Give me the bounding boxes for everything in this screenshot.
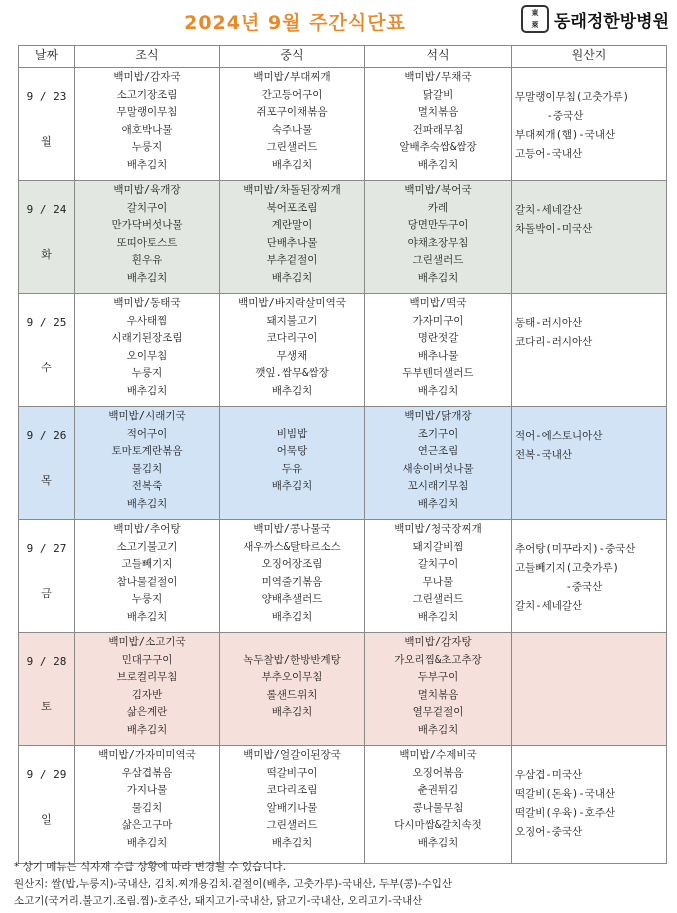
dinner-item: 가오리찜&초고추장: [394, 653, 482, 666]
lunch-item: 쥐포구이채볶음: [256, 106, 328, 119]
breakfast-item: 참나물겉절이: [116, 575, 178, 588]
dinner-item: 야채초장무침: [407, 236, 469, 249]
breakfast-item: 또띠아토스트: [116, 236, 178, 249]
origin-item: 추어탕(미꾸라지)-중국산: [515, 543, 636, 555]
breakfast-cell: [75, 294, 220, 407]
dinner-item: 다시마쌈&갈치속젓: [394, 819, 482, 832]
dinner-item: 그린샐러드: [412, 593, 464, 606]
breakfast-item: 물김치: [131, 462, 163, 475]
day-date: 9 / 29: [26, 768, 67, 781]
breakfast-item: 배추김치: [126, 723, 168, 736]
dinner-item: 닭갈비: [422, 88, 454, 101]
day-of-week: 수: [41, 361, 52, 374]
breakfast-item: 브로컬리무침: [116, 671, 178, 684]
origin-item: 코다리-러시아산: [515, 336, 593, 348]
origin-item: 떡갈비(우육)-호주산: [515, 807, 616, 819]
dinner-item: 당면만두구이: [407, 219, 469, 232]
lunch-item: 백미밥/바지락살미역국: [238, 297, 346, 309]
hospital-logo-icon: 東 萊: [521, 5, 549, 33]
lunch-item: [220, 408, 364, 426]
lunch-item: 백미밥/부대찌개: [253, 71, 331, 83]
breakfast-cell: [75, 68, 220, 181]
header-lunch: 중식: [220, 46, 365, 68]
breakfast-item: 흰우유: [131, 254, 163, 267]
breakfast-item: 누룽지: [131, 593, 163, 606]
breakfast-item: 김자반: [131, 688, 163, 701]
breakfast-item: 시래기된장조림: [111, 332, 183, 345]
lunch-cell: [220, 294, 365, 407]
breakfast-cell: [75, 407, 220, 520]
day-cell: [19, 520, 75, 633]
day-date: 9 / 23: [26, 90, 67, 103]
lunch-cell: [220, 181, 365, 294]
breakfast-item: 백미밥/동태국: [113, 297, 181, 309]
lunch-cell: [220, 520, 365, 633]
dinner-item: 카레: [427, 201, 449, 214]
dinner-item: 돼지갈비찜: [412, 540, 464, 553]
lunch-item: 녹두찰밥/한방반계탕: [243, 653, 341, 666]
lunch-item: 깻잎.쌈무&쌈장: [255, 367, 329, 380]
breakfast-item: 토마토계란볶음: [111, 445, 183, 458]
lunch-item: 그린샐러드: [266, 819, 318, 832]
dinner-item: 배추김치: [417, 271, 459, 284]
breakfast-item: 백미밥/가자미미역국: [98, 749, 196, 761]
lunch-item: 코다리구이: [266, 332, 318, 345]
lunch-item: 백미밥/차돌된장찌개: [243, 184, 341, 196]
dinner-item: 백미밥/감자탕: [404, 636, 472, 648]
lunch-item: 숙주나물: [271, 123, 313, 136]
table-row: [19, 294, 667, 407]
day-date: 9 / 25: [26, 316, 67, 329]
table-row: [19, 181, 667, 294]
breakfast-item: 만가닥버섯나물: [111, 219, 183, 232]
dinner-item: 백미밥/북어국: [404, 184, 472, 196]
header-origin: 원산지: [512, 46, 667, 68]
lunch-item: 오징어장조림: [261, 558, 323, 571]
day-date: 9 / 24: [26, 203, 67, 216]
dinner-item: 멸치볶음: [417, 106, 459, 119]
breakfast-item: 배추김치: [126, 836, 168, 849]
origin-cell: [512, 294, 667, 407]
dinner-item: 새송이버섯나물: [402, 462, 474, 475]
dinner-item: 조기구이: [417, 427, 459, 440]
dinner-item: 백미밥/무채국: [404, 71, 472, 83]
dinner-cell: [365, 68, 512, 181]
lunch-item: 간고등어구이: [261, 88, 323, 101]
day-of-week: 금: [41, 587, 52, 600]
dinner-item: 건파래무침: [412, 123, 464, 136]
table-row: [19, 520, 667, 633]
dinner-item: 백미밥/수제비국: [399, 749, 477, 761]
lunch-item: 단배추나물: [266, 236, 318, 249]
dinner-item: 오징어볶음: [412, 766, 464, 779]
breakfast-item: 백미밥/소고기국: [108, 636, 186, 648]
day-of-week: 목: [41, 474, 52, 487]
dinner-item: 무나물: [422, 575, 454, 588]
dinner-item: 두부구이: [417, 671, 459, 684]
lunch-item: 배추김치: [271, 384, 313, 397]
header-date: 날짜: [19, 46, 75, 68]
breakfast-item: 민대구구이: [121, 653, 173, 666]
dinner-item: 명란젓갈: [417, 332, 459, 345]
dinner-item: 배추김치: [417, 723, 459, 736]
lunch-item: 배추김치: [271, 158, 313, 171]
breakfast-item: 갈치구이: [126, 201, 168, 214]
dinner-cell: [365, 407, 512, 520]
origin-item: 차돌박이-미국산: [515, 223, 593, 235]
breakfast-item: 애호박나물: [121, 123, 173, 136]
dinner-cell: [365, 520, 512, 633]
day-date: 9 / 28: [26, 655, 67, 668]
breakfast-item: 백미밥/육개장: [113, 184, 181, 196]
day-cell: [19, 633, 75, 746]
day-cell: [19, 294, 75, 407]
dinner-item: 그린샐러드: [412, 254, 464, 267]
dinner-cell: [365, 294, 512, 407]
origin-item: 갈치-세네갈산: [515, 600, 583, 612]
note-line: 원산지: 쌀(밥,누룽지)-국내산, 김치.찌개용김치.겉절이(배추, 고춧가루)-국내산, 두부(콩)-수입산: [14, 878, 453, 890]
lunch-item: 북어포조림: [266, 201, 318, 214]
day-of-week: 월: [41, 135, 52, 148]
lunch-item: 계란말이: [271, 219, 313, 232]
lunch-item: 떡갈비구이: [266, 766, 318, 779]
dinner-item: 배추김치: [417, 384, 459, 397]
day-cell: [19, 68, 75, 181]
dinner-item: 백미밥/청국장찌개: [394, 523, 482, 535]
lunch-cell: [220, 633, 365, 746]
lunch-item: 배추김치: [271, 706, 313, 719]
lunch-item: 비빔밥: [276, 427, 308, 440]
day-cell: [19, 746, 75, 864]
dinner-item: 두부텐더샐러드: [402, 367, 474, 380]
dinner-item: 열무겉절이: [412, 706, 464, 719]
note-line: * 상기 메뉴는 식자재 수급 상황에 따라 변경될 수 있습니다.: [14, 861, 286, 873]
breakfast-item: 소고기불고기: [116, 540, 178, 553]
header-breakfast: 조식: [75, 46, 220, 68]
notes: [14, 859, 674, 910]
origin-item: -중국산: [515, 110, 584, 122]
lunch-item: 부추겉절이: [266, 254, 318, 267]
breakfast-cell: [75, 633, 220, 746]
breakfast-item: 삶은계란: [126, 706, 168, 719]
weekly-menu-table: [18, 45, 667, 864]
note-line: 소고기(국거리.불고기.조림.찜)-호주산, 돼지고기-국내산, 닭고기-국내산, 오리고기-국내산: [14, 895, 423, 907]
origin-cell: [512, 633, 667, 746]
origin-item: 적어-에스토니아산: [515, 430, 603, 442]
lunch-item: 양배추샐러드: [261, 593, 323, 606]
origin-item: 고등어-국내산: [515, 148, 583, 160]
day-date: 9 / 26: [26, 429, 67, 442]
origin-item: 전복-국내산: [515, 449, 573, 461]
lunch-item: 돼지불고기: [266, 314, 318, 327]
dinner-item: 멸치볶음: [417, 688, 459, 701]
breakfast-item: 배추김치: [126, 497, 168, 510]
breakfast-item: 백미밥/시래기국: [108, 410, 186, 422]
breakfast-item: 배추김치: [126, 271, 168, 284]
breakfast-item: 누룽지: [131, 141, 163, 154]
lunch-item: 무생채: [276, 349, 308, 362]
origin-cell: [512, 181, 667, 294]
table-row: [19, 68, 667, 181]
lunch-item: 두유: [281, 462, 303, 475]
day-date: 9 / 27: [26, 542, 67, 555]
dinner-item: 춘권튀김: [417, 784, 459, 797]
breakfast-item: 배추김치: [126, 158, 168, 171]
lunch-item: 배추김치: [271, 480, 313, 493]
dinner-item: 백미밥/닭개장: [404, 410, 472, 422]
lunch-item: 배추김치: [271, 271, 313, 284]
dinner-cell: [365, 746, 512, 864]
origin-item: 고들빼기지(고춧가루): [515, 562, 619, 574]
breakfast-item: 오이무침: [126, 349, 168, 362]
table-row: [19, 746, 667, 864]
dinner-item: 배추김치: [417, 836, 459, 849]
breakfast-item: 누룽지: [131, 367, 163, 380]
origin-item: 동태-러시아산: [515, 317, 583, 329]
breakfast-item: 가지나물: [126, 784, 168, 797]
breakfast-item: 배추김치: [126, 384, 168, 397]
lunch-item: 롤샌드위치: [266, 688, 318, 701]
dinner-item: 배추김치: [417, 610, 459, 623]
dinner-item: 알배추숙쌈&쌈장: [399, 141, 477, 154]
lunch-cell: [220, 68, 365, 181]
lunch-item: 미역줄기볶음: [261, 575, 323, 588]
origin-item: 부대찌개(햄)-국내산: [515, 129, 616, 141]
breakfast-item: 고들빼기지: [121, 558, 173, 571]
lunch-item: [220, 634, 364, 652]
table-row: [19, 407, 667, 520]
breakfast-item: 소고기장조림: [116, 88, 178, 101]
lunch-item: 배추김치: [271, 836, 313, 849]
origin-cell: [512, 407, 667, 520]
day-cell: [19, 407, 75, 520]
dinner-cell: [365, 633, 512, 746]
breakfast-item: 삶은고구마: [121, 819, 173, 832]
origin-item: 갈치-세네갈산: [515, 204, 583, 216]
lunch-item: 어묵탕: [276, 445, 308, 458]
breakfast-item: 우사태찜: [126, 314, 168, 327]
lunch-item: 코다리조림: [266, 784, 318, 797]
origin-item: -중국산: [515, 581, 603, 593]
dinner-cell: [365, 181, 512, 294]
breakfast-cell: [75, 746, 220, 864]
origin-cell: [512, 746, 667, 864]
dinner-item: 배추나물: [417, 349, 459, 362]
lunch-item: 새우까스&탈타르소스: [243, 540, 341, 553]
dinner-item: 꼬시래기무침: [407, 480, 469, 493]
hospital-name: 동래정한방병원: [554, 11, 669, 32]
table-header-row: [19, 46, 667, 68]
dinner-item: 갈치구이: [417, 558, 459, 571]
breakfast-item: 적어구이: [126, 427, 168, 440]
day-of-week: 일: [41, 813, 52, 826]
page-title: 2024년 9월 주간식단표: [184, 12, 406, 34]
day-of-week: 토: [41, 700, 52, 713]
lunch-item: 백미밥/얼갈이된장국: [243, 749, 341, 761]
breakfast-item: 무말랭이무침: [116, 106, 178, 119]
breakfast-cell: [75, 181, 220, 294]
breakfast-item: 배추김치: [126, 610, 168, 623]
day-of-week: 화: [41, 248, 52, 261]
origin-cell: [512, 520, 667, 633]
lunch-item: 부추오이무침: [261, 671, 323, 684]
origin-item: 떡갈비(돈육)-국내산: [515, 788, 616, 800]
lunch-cell: [220, 407, 365, 520]
dinner-item: 배추김치: [417, 497, 459, 510]
breakfast-item: 전복죽: [131, 480, 163, 493]
dinner-item: 백미밥/떡국: [409, 297, 467, 309]
lunch-item: [220, 496, 364, 514]
origin-item: 무말랭이무침(고춧가루): [515, 91, 630, 103]
dinner-item: 가자미구이: [412, 314, 464, 327]
lunch-item: 알배기나물: [266, 801, 318, 814]
breakfast-item: 우삼겹볶음: [121, 766, 173, 779]
lunch-item: [220, 722, 364, 740]
hospital-brand: [521, 5, 669, 33]
dinner-item: 콩나물무침: [412, 801, 464, 814]
breakfast-item: 백미밥/감자국: [113, 71, 181, 83]
breakfast-cell: [75, 520, 220, 633]
lunch-item: 백미밥/콩나물국: [253, 523, 331, 535]
day-cell: [19, 181, 75, 294]
breakfast-item: 백미밥/추어탕: [113, 523, 181, 535]
lunch-cell: [220, 746, 365, 864]
origin-item: 우삼겹-미국산: [515, 769, 583, 781]
dinner-item: 연근조림: [417, 445, 459, 458]
table-row: [19, 633, 667, 746]
origin-cell: [512, 68, 667, 181]
origin-item: 오징어-중국산: [515, 826, 583, 838]
lunch-item: 그린샐러드: [266, 141, 318, 154]
dinner-item: 배추김치: [417, 158, 459, 171]
header-dinner: 석식: [365, 46, 512, 68]
breakfast-item: 물김치: [131, 801, 163, 814]
lunch-item: 배추김치: [271, 610, 313, 623]
